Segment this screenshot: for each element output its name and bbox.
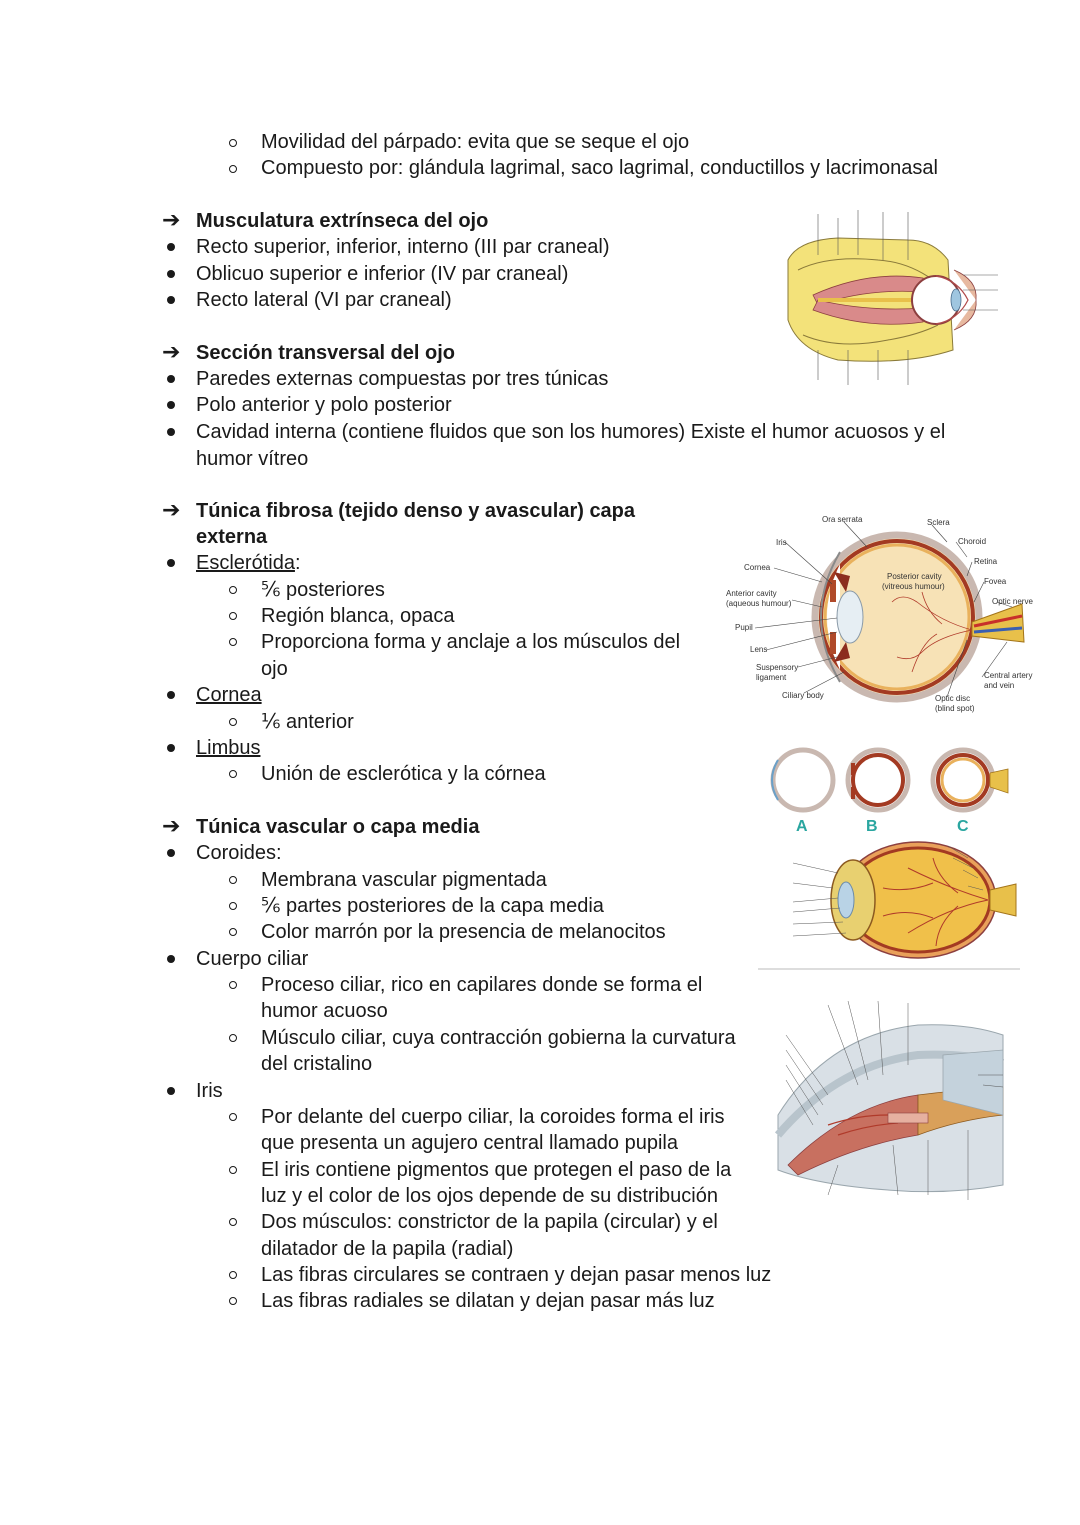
label-pupil: Pupil <box>735 623 753 632</box>
label-posterior-cavity-sub: (vitreous humour) <box>882 582 945 591</box>
list-item: Recto superior, inferior, interno (III par craneal) <box>196 236 610 258</box>
list-item: ⅙ anterior <box>261 711 354 733</box>
panel-c <box>933 750 1008 810</box>
bullet-icon <box>167 744 175 752</box>
cornea-label: Cornea <box>196 684 262 706</box>
bullet-icon <box>167 375 175 383</box>
section-heading: Musculatura extrínseca del ojo <box>196 210 489 232</box>
circle-bullet-icon <box>229 586 237 594</box>
list-item-continuation: luz y el color de los ojos depende de su distribución <box>261 1185 718 1207</box>
list-item-continuation: que presenta un agujero central llamado pupila <box>261 1132 678 1154</box>
list-item-continuation: dilatador de la papila (radial) <box>261 1238 514 1260</box>
label-anterior-cavity-sub: (aqueous humour) <box>726 599 792 608</box>
list-item: El iris contiene pigmentos que protegen el paso de la <box>261 1159 732 1181</box>
label-retina: Retina <box>974 557 998 566</box>
label-cornea: Cornea <box>744 563 771 572</box>
list-item: Compuesto por: glándula lagrimal, saco lagrimal, conductillos y lacrimonasal <box>261 157 938 179</box>
label-optic-nerve: Optic nerve <box>992 597 1033 606</box>
bullet-icon <box>167 428 175 436</box>
eye-layers-abc-figure <box>758 735 1018 835</box>
list-item-continuation: del cristalino <box>261 1053 373 1075</box>
eye-vascular-figure <box>758 838 1020 973</box>
bullet-icon <box>167 691 175 699</box>
list-item: Unión de esclerótica y la córnea <box>261 763 546 785</box>
circle-bullet-icon <box>229 1271 237 1279</box>
label-blind-spot: (blind spot) <box>935 704 975 713</box>
list-item: Por delante del cuerpo ciliar, la coroides forma el iris <box>261 1106 725 1128</box>
circle-bullet-icon <box>229 770 237 778</box>
label-posterior-cavity: Posterior cavity <box>887 572 942 581</box>
esclerotida-label <box>196 550 301 576</box>
circle-bullet-icon <box>229 902 237 910</box>
list-item: Color marrón por la presencia de melanocitos <box>261 921 666 943</box>
esclerotida-text: Esclerótida <box>196 552 295 574</box>
bullet-icon <box>167 401 175 409</box>
arrow-icon: ➔ <box>162 339 181 364</box>
circle-bullet-icon <box>229 928 237 936</box>
section-heading: Sección transversal del ojo <box>196 342 455 364</box>
circle-bullet-icon <box>229 1218 237 1226</box>
list-item: Músculo ciliar, cuya contracción gobierna la curvatura <box>261 1027 736 1049</box>
label-ora-serrata: Ora serrata <box>822 515 863 524</box>
label-ciliary-body: Ciliary body <box>782 691 824 700</box>
cuerpo-ciliar-label: Cuerpo ciliar <box>196 948 309 970</box>
circle-bullet-icon <box>229 1166 237 1174</box>
circle-bullet-icon <box>229 165 237 173</box>
label-sclera: Sclera <box>927 518 950 527</box>
circle-bullet-icon <box>229 1113 237 1121</box>
list-item: ⅚ posteriores <box>261 579 385 601</box>
list-item: Movilidad del párpado: evita que se seque el ojo <box>261 131 690 153</box>
list-item: Región blanca, opaca <box>261 605 455 627</box>
bullet-icon <box>167 270 175 278</box>
list-item-continuation: humor acuoso <box>261 1000 388 1022</box>
bullet-icon <box>167 559 175 567</box>
bullet-icon <box>167 1087 175 1095</box>
list-item: Membrana vascular pigmentada <box>261 869 547 891</box>
list-item: Las fibras circulares se contraen y dejan pasar menos luz <box>261 1264 772 1286</box>
limbus-label: Limbus <box>196 737 261 759</box>
circle-bullet-icon <box>229 1034 237 1042</box>
panel-a <box>772 750 833 810</box>
circle-bullet-icon <box>229 612 237 620</box>
list-item-continuation: humor vítreo <box>196 448 309 470</box>
orbit-muscles-figure <box>758 200 1008 390</box>
bullet-icon <box>167 296 175 304</box>
list-item: Polo anterior y polo posterior <box>196 394 452 416</box>
circle-bullet-icon <box>229 139 237 147</box>
bullet-icon <box>167 243 175 251</box>
label-anterior-cavity: Anterior cavity <box>726 589 777 598</box>
bullet-icon <box>167 849 175 857</box>
label-ligament: ligament <box>756 673 787 682</box>
panel-label-b: B <box>866 818 878 835</box>
section-heading: Túnica fibrosa (tejido denso y avascular) capa <box>196 500 636 522</box>
label-central-artery: Central artery <box>984 671 1033 680</box>
list-item: ⅚ partes posteriores de la capa media <box>261 895 604 917</box>
bullet-icon <box>167 955 175 963</box>
section-heading-continuation: externa <box>196 526 268 548</box>
circle-bullet-icon <box>229 638 237 646</box>
list-item: Cavidad interna (contiene fluidos que son los humores) Existe el humor acuosos y el <box>196 421 946 443</box>
iris-label: Iris <box>196 1080 223 1102</box>
label-optic-disc: Optic disc <box>935 694 971 703</box>
label-iris: Iris <box>776 538 787 547</box>
list-item: Las fibras radiales se dilatan y dejan pasar más luz <box>261 1290 715 1312</box>
circle-bullet-icon <box>229 876 237 884</box>
list-item-continuation: ojo <box>261 658 288 680</box>
panel-label-c: C <box>957 818 969 835</box>
list-item: Oblicuo superior e inferior (IV par craneal) <box>196 263 569 285</box>
coroides-label: Coroides: <box>196 842 282 864</box>
circle-bullet-icon <box>229 1297 237 1305</box>
list-item: Proceso ciliar, rico en capilares donde se forma el <box>261 974 703 996</box>
arrow-icon: ➔ <box>162 497 181 522</box>
list-item: Recto lateral (VI par craneal) <box>196 289 452 311</box>
label-and-vein: and vein <box>984 681 1015 690</box>
section-heading: Túnica vascular o capa media <box>196 816 480 838</box>
anterior-segment-figure <box>768 995 1018 1225</box>
eye-section-figure <box>722 512 1042 717</box>
circle-bullet-icon <box>229 718 237 726</box>
label-choroid: Choroid <box>958 537 987 546</box>
panel-label-a: A <box>796 818 808 835</box>
panel-b <box>848 750 908 810</box>
circle-bullet-icon <box>229 981 237 989</box>
list-item: Proporciona forma y anclaje a los músculos del <box>261 631 681 653</box>
label-fovea: Fovea <box>984 577 1007 586</box>
arrow-icon: ➔ <box>162 207 181 232</box>
list-item: Paredes externas compuestas por tres túnicas <box>196 368 609 390</box>
label-lens: Lens <box>750 645 768 654</box>
list-item: Dos músculos: constrictor de la papila (circular) y el <box>261 1211 718 1233</box>
esclerotida-colon: : <box>294 552 301 574</box>
arrow-icon: ➔ <box>162 813 181 838</box>
label-suspensory: Suspensory <box>756 663 799 672</box>
